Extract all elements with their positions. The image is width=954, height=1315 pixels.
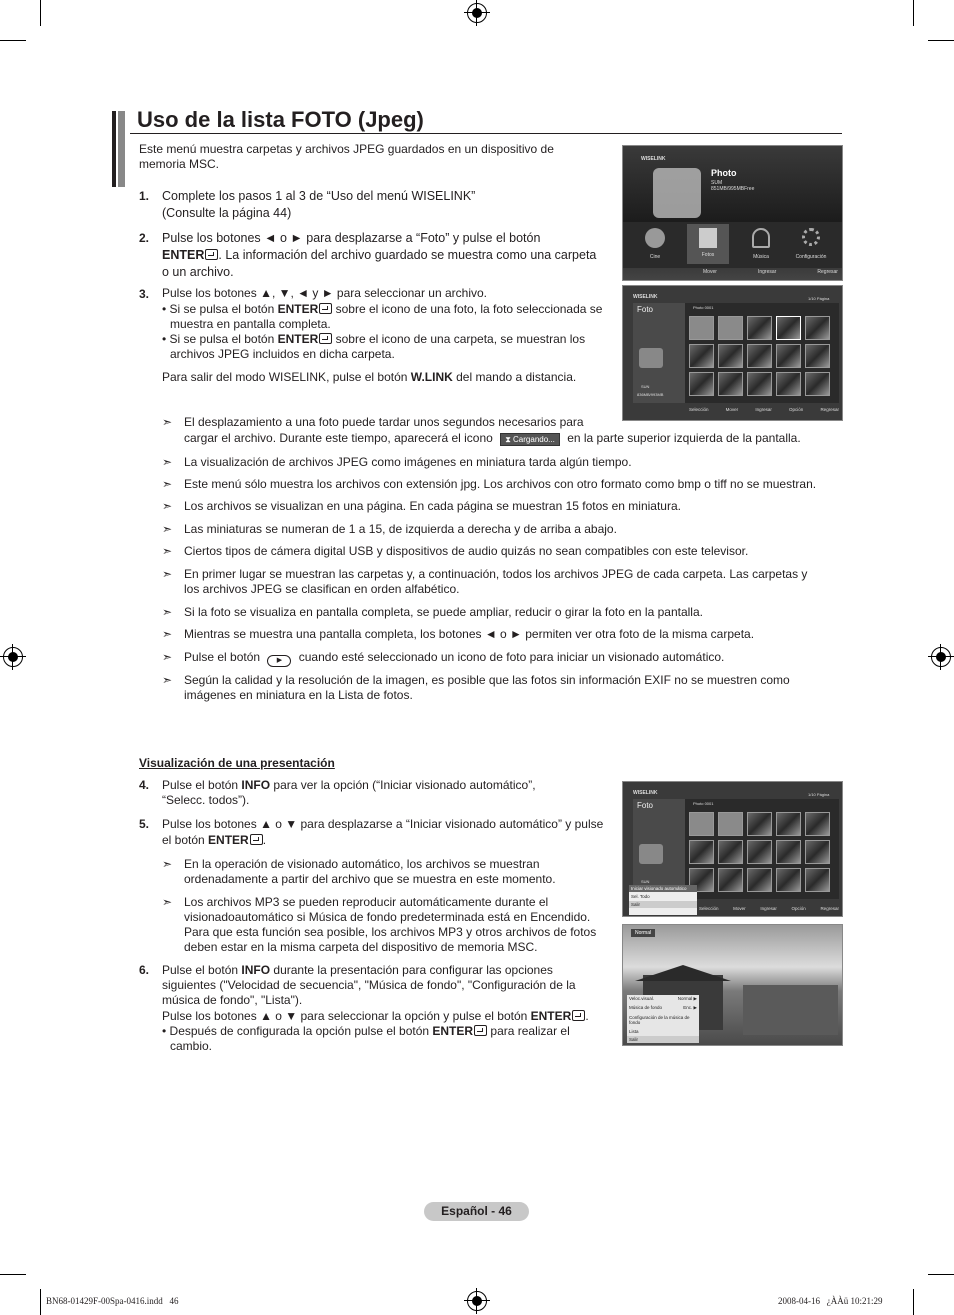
headphones-icon [752, 228, 770, 248]
slideshow-menu [627, 995, 699, 1041]
note-text: Según la calidad y la resolución de la imagen, es posible que las fotos sin información EXIF no se muestren como [184, 673, 790, 687]
screenshot-wiselink-menu [622, 145, 843, 281]
note-text: los archivos JPEG se clasifican en orden alfabético. [184, 582, 460, 596]
step-text: música de fondo", "Lista"). [162, 993, 303, 1007]
bullet-pre: • Si se pulsa el botón [162, 302, 278, 316]
thumb-photo[interactable] [689, 840, 714, 864]
crop-mark [928, 40, 954, 41]
step-number: 4. [139, 778, 150, 792]
intro-line: memoria MSC. [139, 157, 220, 171]
step-number: 2. [139, 231, 150, 245]
menu-value: Normal ▶ [677, 996, 697, 1001]
step-bullet [162, 332, 585, 347]
nav-return: Regresar [817, 269, 838, 275]
step-pre: Pulse el botón [162, 778, 242, 792]
note-text: deben estar en la misma carpeta del dispositivo de memoria MSC. [184, 940, 538, 954]
note-text [184, 431, 844, 446]
enter-icon [474, 1025, 487, 1036]
enter-label: ENTER [277, 332, 319, 346]
thumb-photo[interactable] [805, 840, 830, 864]
step-pre: Pulse el botón [162, 963, 242, 977]
step-number: 5. [139, 817, 150, 831]
nav-move: Mover [733, 906, 746, 911]
thumb-photo[interactable] [776, 812, 801, 836]
wlink-label: W.LINK [410, 370, 453, 384]
note-post: en la parte superior izquierda de la pantalla. [567, 431, 801, 445]
thumb-photo[interactable] [747, 344, 772, 368]
arrow-icon: ➣ [162, 673, 173, 687]
info-menu [629, 885, 697, 915]
thumb-photo[interactable] [805, 344, 830, 368]
step-number: 6. [139, 963, 150, 977]
arrow-icon: ➣ [162, 627, 173, 641]
camera-icon [639, 844, 663, 864]
note-text [184, 650, 844, 667]
brand-label: WISELINK [633, 790, 658, 796]
page-number: Español - 46 [424, 1202, 529, 1221]
menu-item-speed[interactable] [627, 995, 699, 1003]
note-pre: cargar el archivo. Durante este tiempo, aparecerá el icono [184, 431, 493, 445]
nav-enter: Ingresar [755, 407, 772, 412]
menu-item-exit[interactable]: Salir [627, 1036, 699, 1043]
title-bar [118, 111, 125, 187]
step-text: “Selecc. todos”). [162, 793, 250, 807]
crop-mark [913, 0, 914, 26]
play-button-icon: ▶ [267, 655, 291, 667]
arrow-icon: ➣ [162, 499, 173, 513]
thumb-photo[interactable] [718, 372, 743, 396]
nav-move: Mover [703, 269, 717, 275]
nav-option: Opción [791, 906, 806, 911]
note-text: Mientras se muestra una pantalla completa, los botones ◄ o ► permiten ver otra foto de la misma carpeta. [184, 627, 755, 641]
note-post: cuando esté seleccionado un icono de foto para iniciar un visionado automático. [298, 650, 725, 664]
exit-text [162, 370, 576, 385]
enter-label: ENTER [530, 1009, 572, 1023]
thumb-photo[interactable] [747, 372, 772, 396]
enter-icon [319, 333, 332, 344]
note-pre: Pulse el botón [184, 650, 261, 664]
nav-enter: Ingresar [760, 906, 777, 911]
crop-mark [40, 0, 41, 26]
enter-icon [205, 249, 218, 260]
step-text [162, 963, 553, 978]
step-text [162, 833, 266, 848]
step-text: Pulse los botones ◄ o ► para desplazarse a “Foto” y pulse el botón [162, 231, 541, 245]
menu-label: Configuración [795, 254, 827, 260]
step-post: para ver la opción (“Iniciar visionado automático”, [270, 778, 536, 792]
thumb-photo[interactable] [776, 840, 801, 864]
exit-post: del mando a distancia. [452, 370, 577, 384]
arrow-icon: ➣ [162, 895, 173, 909]
nav-option: Opción [789, 407, 804, 412]
note-text: En primer lugar se muestran las carpetas y, a continuación, todos los archivos JPEG de cada carpeta. Las carpetas y [184, 567, 808, 581]
title-rule [130, 133, 842, 134]
thumb-photo[interactable] [776, 344, 801, 368]
menu-item-exit[interactable]: Salir [629, 901, 697, 908]
device-label: SUM [711, 180, 723, 186]
thumb-photo[interactable] [776, 372, 801, 396]
menu-value: Enc. ▶ [683, 1005, 697, 1010]
nav-return: Regresar [820, 407, 839, 412]
note-text: visionadoautomático si Música de fondo predeterminada está en Encendido. [184, 910, 591, 924]
crop-mark [0, 1274, 26, 1275]
thumb-photo[interactable] [747, 812, 772, 836]
menu-label: Veloc.visual. [629, 996, 655, 1001]
gear-icon [802, 228, 820, 246]
step-post: . [585, 1009, 589, 1023]
step-pre: Pulse los botones ▲ o ▼ para seleccionar la opción y pulse el botón [162, 1009, 531, 1023]
screenshot-slideshow [622, 924, 843, 1046]
step-number: 3. [139, 287, 150, 301]
info-label: INFO [241, 778, 271, 792]
thumb-photo[interactable] [689, 344, 714, 368]
footer-date: 2008-04-16 ¿ÀÀü 10:21:29 [778, 1296, 883, 1306]
note-text: La visualización de archivos JPEG como imágenes en miniatura tarda algún tiempo. [184, 455, 632, 469]
thumb-photo[interactable] [805, 812, 830, 836]
step-text: Complete los pasos 1 al 3 de “Uso del menú WISELINK” [162, 189, 476, 203]
menu-item-musica[interactable] [747, 228, 775, 260]
step-pre: • Después de configurada la opción pulse el botón [162, 1024, 433, 1038]
loading-icon: ⧗ Cargando... [500, 433, 560, 446]
menu-item-bg-music-setting[interactable]: Configuración de la música de fondo [629, 1015, 690, 1025]
menu-item-select-all[interactable]: Sel. Todo [631, 894, 650, 899]
note-text: En la operación de visionado automático, los archivos se muestran [184, 857, 540, 871]
house-roof [635, 965, 731, 981]
step-pre: el botón [162, 833, 209, 847]
arrow-icon: ➣ [162, 455, 173, 469]
device-label: SUN [641, 879, 650, 884]
menu-item-bg-music[interactable] [627, 1003, 699, 1013]
thumb-folder[interactable] [718, 316, 743, 340]
note-text: Para que esta función sea posible, los archivos MP3 y otros archivos de fotos [184, 925, 597, 939]
thumb-photo[interactable] [776, 316, 801, 340]
menu-item-cine[interactable] [641, 228, 669, 260]
screenshot-photo-list-info [622, 781, 843, 917]
nav-bar [699, 906, 839, 911]
thumb-upper-folder[interactable] [689, 316, 714, 340]
footer-file: BN68-01429F-00Spa-0416.indd 46 [46, 1296, 179, 1306]
normal-badge: Normal [631, 929, 655, 937]
menu-item-configuracion[interactable] [789, 228, 833, 260]
brand-label: WISELINK [641, 156, 666, 162]
nav-move: Mover [725, 407, 739, 412]
enter-icon [250, 834, 263, 845]
note-text: Este menú sólo muestra los archivos con extensión jpg. Los archivos con otro formato como bmp o tiff no se muestran. [184, 477, 817, 491]
menu-item-slideshow[interactable]: Iniciar visionado automático [629, 885, 697, 892]
thumb-photo[interactable] [718, 344, 743, 368]
step-post: para realizar el [487, 1024, 570, 1038]
crop-mark [928, 1274, 954, 1275]
registration-mark [3, 647, 23, 667]
page-title: Uso de la lista FOTO (Jpeg) [137, 107, 424, 132]
thumb-photo[interactable] [747, 316, 772, 340]
thumb-photo[interactable] [689, 372, 714, 396]
step-text [162, 247, 596, 263]
crop-mark [913, 1289, 914, 1315]
menu-item-list[interactable]: Lista [629, 1029, 639, 1034]
enter-icon [572, 1010, 585, 1021]
free-space: 851MB/995MBFree [711, 186, 755, 192]
enter-label: ENTER [162, 248, 205, 262]
step-bullet-cont: archivos JPEG incluidos en dicha carpeta. [170, 347, 395, 361]
step-text: Pulse los botones ▲ o ▼ para desplazarse a “Iniciar visionado automático” y pulse [162, 817, 604, 831]
step-bullet [162, 302, 602, 317]
enter-label: ENTER [432, 1024, 474, 1038]
arrow-icon: ➣ [162, 857, 173, 871]
nav-select: Selección [699, 906, 719, 911]
step-post: . [262, 833, 267, 847]
step-text [162, 778, 536, 793]
step-post: durante la presentación para configurar las opciones [270, 963, 553, 977]
photo-label: Photo [711, 168, 737, 178]
step-text-rest: . La información del archivo guardado se muestra como una carpeta [218, 248, 597, 262]
enter-label: ENTER [277, 302, 319, 316]
arrow-icon: ➣ [162, 605, 173, 619]
step-text: cambio. [170, 1039, 213, 1053]
thumb-photo[interactable] [718, 840, 743, 864]
thumb-photo[interactable] [805, 868, 830, 892]
step-text: (Consulte la página 44) [162, 206, 292, 220]
note-text: El desplazamiento a una foto puede tardar unos segundos necesarios para [184, 415, 584, 429]
subheading: Visualización de una presentación [139, 756, 335, 770]
arrow-icon: ➣ [162, 544, 173, 558]
arrow-icon: ➣ [162, 567, 173, 581]
photo-icon [699, 228, 717, 248]
step-text [162, 1024, 570, 1039]
menu-item-fotos[interactable] [687, 224, 729, 264]
menu-label: Cine [649, 254, 661, 260]
note-text: Ciertos tipos de cámera digital USB y dispositivos de audio quizás no sean compatibles con este televisor. [184, 544, 749, 558]
arrow-icon: ➣ [162, 522, 173, 536]
thumb-folder[interactable] [718, 812, 743, 836]
bullet-pre: • Si se pulsa el botón [162, 332, 278, 346]
exit-pre: Para salir del modo WISELINK, pulse el botón [162, 370, 411, 384]
note-text: Los archivos se visualizan en una página. En cada página se muestran 15 fotos en miniatura. [184, 499, 681, 513]
nav-enter: Ingresar [757, 269, 777, 275]
step-bullet-cont: muestra en pantalla completa. [170, 317, 331, 331]
step-text: Pulse los botones ▲, ▼, ◄ y ► para seleccionar un archivo. [162, 286, 487, 300]
note-text: ordenadamente a partir del archivo que se muestra en este momento. [184, 872, 556, 886]
step-text: o un archivo. [162, 265, 234, 279]
registration-mark [467, 3, 487, 23]
bullet-post: sobre el icono de una carpeta, se muestran los [332, 332, 586, 346]
arrow-icon: ➣ [162, 477, 173, 491]
thumb-photo[interactable] [805, 316, 830, 340]
bullet-post: sobre el icono de una foto, la foto seleccionada se [332, 302, 603, 316]
intro-line: Este menú muestra carpetas y archivos JPEG guardados en un dispositivo de [139, 142, 554, 156]
menu-label: Música de fondo [629, 1005, 663, 1010]
crop-mark [0, 40, 26, 41]
folder-label: Photo 0001 [693, 801, 714, 806]
loading-label: Cargando... [513, 435, 555, 444]
info-label: INFO [241, 963, 271, 977]
nav-bar [689, 407, 839, 412]
note-text: Las miniaturas se numeran de 1 a 15, de izquierda a derecha y de arriba a abajo. [184, 522, 617, 536]
device-label: SUN [641, 384, 650, 389]
house-image [743, 985, 838, 1035]
step-text: siguientes ("Velocidad de secuencia", "Música de fondo", "Configuración de la [162, 978, 576, 992]
step-number: 1. [139, 189, 150, 203]
step-text [162, 1009, 589, 1024]
section-label: Foto [637, 305, 654, 314]
thumb-photo[interactable] [776, 868, 801, 892]
note-text: imágenes en miniatura en la Lista de fotos. [184, 688, 413, 702]
nav-return: Regresar [820, 906, 839, 911]
enter-icon [319, 303, 332, 314]
title-bar [112, 111, 116, 187]
thumb-photo[interactable] [805, 372, 830, 396]
size-label: 836MB/993MB [637, 392, 664, 397]
note-text: Si la foto se visualiza en pantalla completa, se puede ampliar, reducir o girar la foto en la pantalla. [184, 605, 703, 619]
film-icon [645, 228, 665, 248]
registration-mark [467, 1291, 487, 1311]
enter-label: ENTER [208, 833, 249, 847]
thumb-photo[interactable] [747, 868, 772, 892]
screenshot-photo-list [622, 285, 843, 421]
menu-label: Música [753, 254, 769, 260]
nav-select: Selección [689, 407, 709, 412]
menu-label: Fotos [701, 252, 715, 258]
thumb-upper-folder[interactable] [689, 812, 714, 836]
crop-mark [40, 1289, 41, 1315]
section-label: Foto [637, 801, 654, 810]
note-text: Los archivos MP3 se pueden reproducir automáticamente durante el [184, 895, 549, 909]
page-info: 1/10 Página [808, 296, 830, 301]
arrow-icon: ➣ [162, 650, 173, 664]
camera-icon [639, 348, 663, 368]
arrow-icon: ➣ [162, 415, 173, 429]
camera-icon [653, 168, 701, 218]
thumb-photo[interactable] [718, 868, 743, 892]
folder-label: Photo 0001 [693, 305, 714, 310]
thumb-photo[interactable] [747, 840, 772, 864]
nav-bar [703, 269, 838, 275]
page-info: 1/10 Página [808, 792, 830, 797]
brand-label: WISELINK [633, 294, 658, 300]
registration-mark [931, 647, 951, 667]
